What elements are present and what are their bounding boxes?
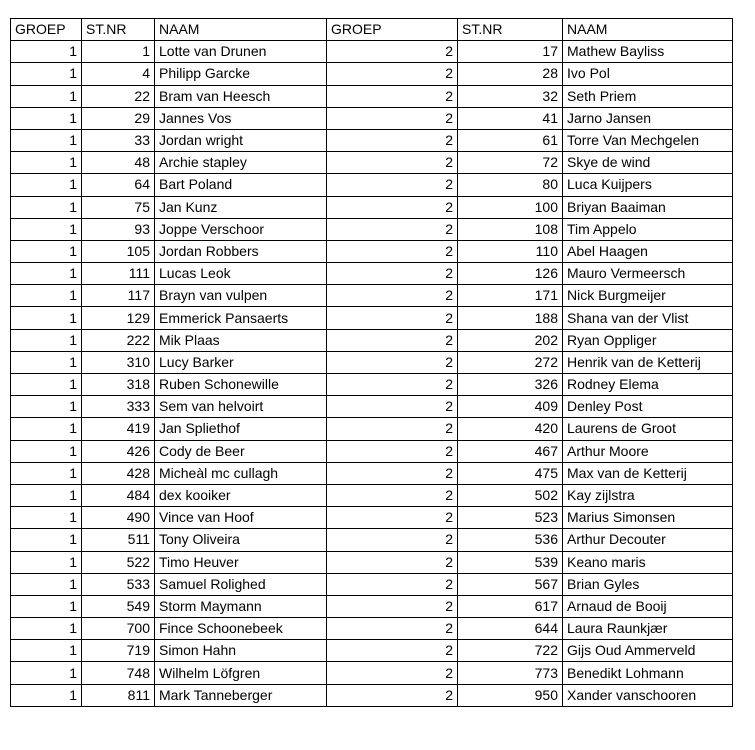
groep-cell: 1	[11, 440, 82, 462]
naam-cell: Bart Poland	[155, 174, 327, 196]
naam-cell: Nick Burgmeijer	[563, 285, 733, 307]
table-row	[11, 196, 733, 218]
naam-cell: Philipp Garcke	[155, 63, 327, 85]
naam-cell: Jan Kunz	[155, 196, 327, 218]
groep-cell: 2	[327, 41, 458, 63]
groep-cell: 2	[327, 529, 458, 551]
header-stnr-1: ST.NR	[82, 19, 155, 41]
stnr-cell: 490	[82, 507, 155, 529]
groep-cell: 1	[11, 240, 82, 262]
stnr-cell: 80	[458, 174, 563, 196]
table-row	[11, 329, 733, 351]
naam-cell: Joppe Verschoor	[155, 218, 327, 240]
stnr-cell: 272	[458, 351, 563, 373]
stnr-cell: 4	[82, 63, 155, 85]
header-stnr-2: ST.NR	[458, 19, 563, 41]
groep-cell: 1	[11, 684, 82, 706]
groep-cell: 1	[11, 396, 82, 418]
header-naam-1: NAAM	[155, 19, 327, 41]
groep-cell: 2	[327, 218, 458, 240]
naam-cell: Jordan Robbers	[155, 240, 327, 262]
table-row	[11, 240, 733, 262]
naam-cell: Luca Kuijpers	[563, 174, 733, 196]
stnr-cell: 523	[458, 507, 563, 529]
stnr-cell: 108	[458, 218, 563, 240]
table-row	[11, 41, 733, 63]
groep-cell: 1	[11, 107, 82, 129]
naam-cell: Max van de Ketterij	[563, 462, 733, 484]
groep-cell: 2	[327, 129, 458, 151]
stnr-cell: 110	[458, 240, 563, 262]
naam-cell: Marius Simonsen	[563, 507, 733, 529]
table-row	[11, 662, 733, 684]
table-row	[11, 507, 733, 529]
table-row	[11, 307, 733, 329]
table-row	[11, 174, 733, 196]
groep-cell: 1	[11, 529, 82, 551]
groep-cell: 1	[11, 218, 82, 240]
groep-cell: 1	[11, 618, 82, 640]
stnr-cell: 1	[82, 41, 155, 63]
naam-cell: Tony Oliveira	[155, 529, 327, 551]
stnr-cell: 333	[82, 396, 155, 418]
groep-cell: 2	[327, 618, 458, 640]
table-row	[11, 484, 733, 506]
naam-cell: Ivo Pol	[563, 63, 733, 85]
groep-cell: 1	[11, 595, 82, 617]
table-row	[11, 63, 733, 85]
stnr-cell: 617	[458, 595, 563, 617]
stnr-cell: 420	[458, 418, 563, 440]
naam-cell: Rodney Elema	[563, 374, 733, 396]
groep-cell: 2	[327, 307, 458, 329]
naam-cell: Brayn van vulpen	[155, 285, 327, 307]
table-row	[11, 218, 733, 240]
stnr-cell: 700	[82, 618, 155, 640]
stnr-cell: 533	[82, 573, 155, 595]
table-row	[11, 263, 733, 285]
stnr-cell: 41	[458, 107, 563, 129]
naam-cell: Archie stapley	[155, 152, 327, 174]
stnr-cell: 171	[458, 285, 563, 307]
groep-cell: 1	[11, 329, 82, 351]
groep-cell: 2	[327, 640, 458, 662]
stnr-cell: 567	[458, 573, 563, 595]
stnr-cell: 126	[458, 263, 563, 285]
naam-cell: Mathew Bayliss	[563, 41, 733, 63]
naam-cell: Torre Van Mechgelen	[563, 129, 733, 151]
groep-cell: 1	[11, 640, 82, 662]
groep-cell: 1	[11, 85, 82, 107]
naam-cell: dex kooiker	[155, 484, 327, 506]
groep-cell: 2	[327, 107, 458, 129]
stnr-cell: 536	[458, 529, 563, 551]
groep-cell: 2	[327, 418, 458, 440]
stnr-cell: 950	[458, 684, 563, 706]
stnr-cell: 318	[82, 374, 155, 396]
groep-cell: 2	[327, 351, 458, 373]
stnr-cell: 29	[82, 107, 155, 129]
groep-cell: 2	[327, 396, 458, 418]
groep-cell: 2	[327, 152, 458, 174]
groep-cell: 2	[327, 329, 458, 351]
table-row	[11, 462, 733, 484]
stnr-cell: 502	[458, 484, 563, 506]
naam-cell: Arthur Decouter	[563, 529, 733, 551]
table-row	[11, 640, 733, 662]
naam-cell: Sem van helvoirt	[155, 396, 327, 418]
naam-cell: Jordan wright	[155, 129, 327, 151]
participants-table	[10, 18, 733, 707]
naam-cell: Fince Schoonebeek	[155, 618, 327, 640]
groep-cell: 1	[11, 662, 82, 684]
groep-cell: 2	[327, 174, 458, 196]
header-groep-1: GROEP	[11, 19, 82, 41]
groep-cell: 2	[327, 573, 458, 595]
stnr-cell: 310	[82, 351, 155, 373]
groep-cell: 2	[327, 374, 458, 396]
groep-cell: 1	[11, 174, 82, 196]
groep-cell: 1	[11, 307, 82, 329]
groep-cell: 1	[11, 285, 82, 307]
groep-cell: 1	[11, 462, 82, 484]
groep-cell: 2	[327, 484, 458, 506]
groep-cell: 2	[327, 285, 458, 307]
naam-cell: Briyan Baaiman	[563, 196, 733, 218]
naam-cell: Jan Spliethof	[155, 418, 327, 440]
stnr-cell: 409	[458, 396, 563, 418]
naam-cell: Wilhelm Löfgren	[155, 662, 327, 684]
stnr-cell: 72	[458, 152, 563, 174]
naam-cell: Seth Priem	[563, 85, 733, 107]
table-row	[11, 573, 733, 595]
table-row	[11, 440, 733, 462]
naam-cell: Xander vanschooren	[563, 684, 733, 706]
stnr-cell: 75	[82, 196, 155, 218]
groep-cell: 2	[327, 684, 458, 706]
table-row	[11, 285, 733, 307]
stnr-cell: 93	[82, 218, 155, 240]
stnr-cell: 511	[82, 529, 155, 551]
table-row	[11, 618, 733, 640]
groep-cell: 1	[11, 351, 82, 373]
groep-cell: 1	[11, 418, 82, 440]
groep-cell: 1	[11, 129, 82, 151]
naam-cell: Mik Plaas	[155, 329, 327, 351]
naam-cell: Ruben Schonewille	[155, 374, 327, 396]
table-row	[11, 595, 733, 617]
naam-cell: Laurens de Groot	[563, 418, 733, 440]
stnr-cell: 326	[458, 374, 563, 396]
groep-cell: 2	[327, 263, 458, 285]
table-row	[11, 396, 733, 418]
table-row	[11, 551, 733, 573]
groep-cell: 1	[11, 152, 82, 174]
naam-cell: Jarno Jansen	[563, 107, 733, 129]
naam-cell: Jannes Vos	[155, 107, 327, 129]
stnr-cell: 549	[82, 595, 155, 617]
naam-cell: Tim Appelo	[563, 218, 733, 240]
stnr-cell: 64	[82, 174, 155, 196]
stnr-cell: 811	[82, 684, 155, 706]
table-row	[11, 529, 733, 551]
stnr-cell: 61	[458, 129, 563, 151]
stnr-cell: 22	[82, 85, 155, 107]
groep-cell: 1	[11, 41, 82, 63]
table-row	[11, 107, 733, 129]
naam-cell: Denley Post	[563, 396, 733, 418]
stnr-cell: 33	[82, 129, 155, 151]
groep-cell: 1	[11, 63, 82, 85]
naam-cell: Shana van der Vlist	[563, 307, 733, 329]
groep-cell: 1	[11, 374, 82, 396]
stnr-cell: 722	[458, 640, 563, 662]
naam-cell: Brian Gyles	[563, 573, 733, 595]
groep-cell: 2	[327, 595, 458, 617]
stnr-cell: 748	[82, 662, 155, 684]
naam-cell: Kay zijlstra	[563, 484, 733, 506]
header-groep-2: GROEP	[327, 19, 458, 41]
stnr-cell: 539	[458, 551, 563, 573]
naam-cell: Laura Raunkjær	[563, 618, 733, 640]
naam-cell: Arnaud de Booij	[563, 595, 733, 617]
naam-cell: Bram van Heesch	[155, 85, 327, 107]
naam-cell: Lotte van Drunen	[155, 41, 327, 63]
naam-cell: Mauro Vermeersch	[563, 263, 733, 285]
stnr-cell: 467	[458, 440, 563, 462]
stnr-cell: 644	[458, 618, 563, 640]
groep-cell: 1	[11, 196, 82, 218]
groep-cell: 1	[11, 573, 82, 595]
groep-cell: 2	[327, 462, 458, 484]
naam-cell: Lucy Barker	[155, 351, 327, 373]
naam-cell: Abel Haagen	[563, 240, 733, 262]
table-row	[11, 129, 733, 151]
naam-cell: Ryan Oppliger	[563, 329, 733, 351]
table-body	[11, 41, 733, 707]
stnr-cell: 773	[458, 662, 563, 684]
naam-cell: Storm Maymann	[155, 595, 327, 617]
groep-cell: 2	[327, 507, 458, 529]
groep-cell: 2	[327, 85, 458, 107]
groep-cell: 1	[11, 551, 82, 573]
table-row	[11, 418, 733, 440]
naam-cell: Simon Hahn	[155, 640, 327, 662]
stnr-cell: 129	[82, 307, 155, 329]
groep-cell: 1	[11, 507, 82, 529]
groep-cell: 2	[327, 440, 458, 462]
groep-cell: 2	[327, 551, 458, 573]
naam-cell: Micheàl mc cullagh	[155, 462, 327, 484]
stnr-cell: 111	[82, 263, 155, 285]
table-row	[11, 684, 733, 706]
groep-cell: 2	[327, 662, 458, 684]
naam-cell: Keano maris	[563, 551, 733, 573]
naam-cell: Cody de Beer	[155, 440, 327, 462]
stnr-cell: 719	[82, 640, 155, 662]
groep-cell: 2	[327, 63, 458, 85]
stnr-cell: 32	[458, 85, 563, 107]
naam-cell: Timo Heuver	[155, 551, 327, 573]
naam-cell: Benedikt Lohmann	[563, 662, 733, 684]
table-row	[11, 374, 733, 396]
stnr-cell: 48	[82, 152, 155, 174]
naam-cell: Vince van Hoof	[155, 507, 327, 529]
stnr-cell: 475	[458, 462, 563, 484]
stnr-cell: 188	[458, 307, 563, 329]
naam-cell: Gijs Oud Ammerveld	[563, 640, 733, 662]
groep-cell: 1	[11, 263, 82, 285]
stnr-cell: 105	[82, 240, 155, 262]
stnr-cell: 117	[82, 285, 155, 307]
stnr-cell: 522	[82, 551, 155, 573]
stnr-cell: 426	[82, 440, 155, 462]
stnr-cell: 222	[82, 329, 155, 351]
stnr-cell: 419	[82, 418, 155, 440]
table-row	[11, 85, 733, 107]
groep-cell: 1	[11, 484, 82, 506]
table-row	[11, 351, 733, 373]
stnr-cell: 100	[458, 196, 563, 218]
naam-cell: Emmerick Pansaerts	[155, 307, 327, 329]
naam-cell: Lucas Leok	[155, 263, 327, 285]
header-naam-2: NAAM	[563, 19, 733, 41]
stnr-cell: 28	[458, 63, 563, 85]
groep-cell: 2	[327, 240, 458, 262]
table-row	[11, 152, 733, 174]
naam-cell: Samuel Rolighed	[155, 573, 327, 595]
groep-cell: 2	[327, 196, 458, 218]
stnr-cell: 17	[458, 41, 563, 63]
naam-cell: Arthur Moore	[563, 440, 733, 462]
stnr-cell: 428	[82, 462, 155, 484]
naam-cell: Skye de wind	[563, 152, 733, 174]
naam-cell: Henrik van de Ketterij	[563, 351, 733, 373]
naam-cell: Mark Tanneberger	[155, 684, 327, 706]
stnr-cell: 202	[458, 329, 563, 351]
header-row	[11, 19, 733, 41]
stnr-cell: 484	[82, 484, 155, 506]
